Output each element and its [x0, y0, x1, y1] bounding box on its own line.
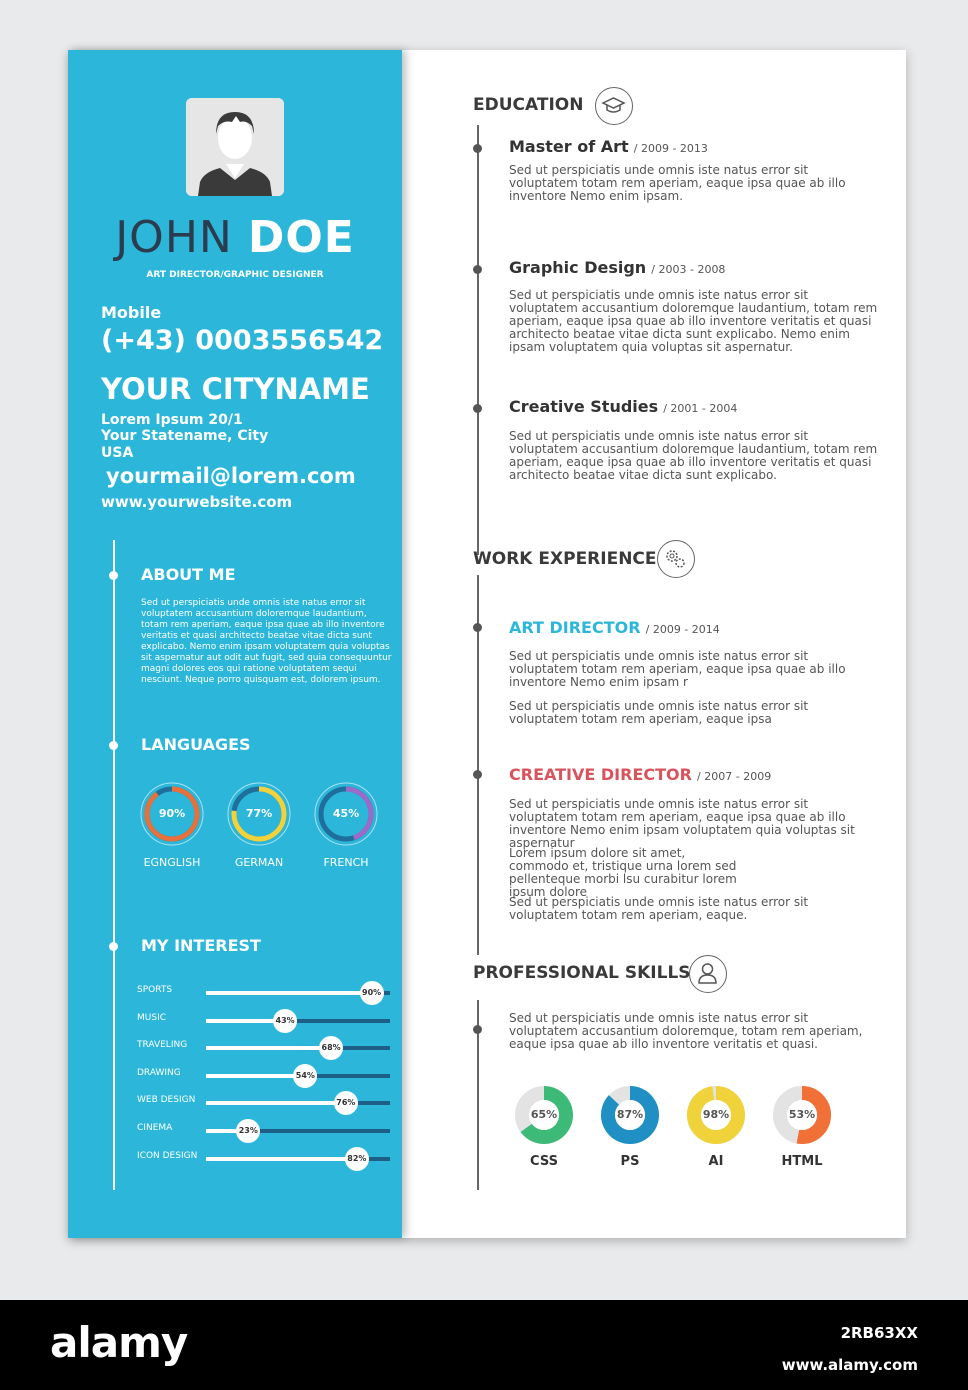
city-name: YOUR CITYNAME: [101, 372, 370, 406]
sidebar-timeline: [113, 540, 115, 1190]
language-percent: 45%: [332, 807, 360, 820]
education-timeline: [477, 125, 479, 555]
interest-name: DRAWING: [137, 1067, 181, 1078]
education-item-dates: / 2001 - 2004: [663, 402, 738, 415]
timeline-dot: [473, 770, 482, 779]
work-item-text: Lorem ipsum dolore sit amet, commodo et, tristique urna lorem sed pellenteque morbi lsu curabitur lorem ipsum dolore: [509, 846, 737, 899]
skill-name: HTML: [781, 1154, 823, 1169]
interest-bar: [206, 1015, 390, 1025]
footer-bar: [0, 1300, 968, 1390]
work-item-text: Sed ut perspiciatis unde omnis iste natus error sit voluptatem totam rem aperiam, eaque.: [509, 895, 809, 922]
skill-percent: 53%: [788, 1108, 816, 1121]
work-item-text: Sed ut perspiciatis unde omnis iste natus error sit voluptatem totam rem aperiam, eaque ipsa: [509, 699, 809, 726]
education-item-title: Master of Art: [509, 137, 629, 156]
education-item-1-heading: [509, 137, 708, 156]
skill-donut: [600, 1085, 660, 1145]
interest-bar-fill: [206, 1101, 346, 1105]
language-name: EGNGLISH: [143, 856, 201, 869]
work-item-2-heading: [509, 765, 771, 784]
interest-bar: [206, 1098, 390, 1108]
interest-bar-fill: [206, 1046, 331, 1050]
skill-donut: [514, 1085, 574, 1145]
footer-url[interactable]: www.alamy.com: [781, 1356, 918, 1374]
language-ring: [314, 782, 378, 846]
interest-bar: [206, 988, 390, 997]
interest-bar-fill: [206, 991, 372, 995]
work-item-dates: / 2007 - 2009: [697, 770, 772, 783]
interest-name: CINEMA: [137, 1123, 173, 1133]
work-item-dates: / 2009 - 2014: [645, 623, 720, 636]
full-name: [68, 210, 402, 266]
avatar: [186, 98, 284, 196]
education-heading: EDUCATION: [473, 95, 584, 115]
interests-heading: MY INTEREST: [141, 936, 261, 955]
interest-bar-fill: [206, 1157, 357, 1161]
resume-page: [68, 50, 906, 1238]
address-line-1: Lorem Ipsum 20/1: [101, 412, 243, 428]
phone-number: (+43) 0003556542: [101, 325, 384, 356]
education-item-text: Sed ut perspiciatis unde omnis iste natus error sit voluptatem accusantium doloremque laudantium, totam rem aperiam, eaque ipsa quae ab illo inventore veritatis et quasi architecto beatae vitae dicta sunt explicabo. Nemo enim ipsam voluptatem quia voluptas sit aspernatur.: [509, 288, 878, 354]
skill-percent: 87%: [616, 1108, 644, 1121]
interest-percent: 82%: [345, 1147, 369, 1171]
language-name: FRENCH: [323, 856, 369, 869]
graduation-cap-icon: [595, 87, 633, 125]
skill-name: PS: [620, 1154, 640, 1169]
interest-percent: 23%: [236, 1119, 260, 1143]
country: USA: [101, 445, 134, 461]
interest-percent: 43%: [273, 1009, 297, 1033]
job-title: ART DIRECTOR/GRAPHIC DESIGNER: [146, 270, 324, 280]
person-icon: [689, 955, 727, 993]
interest-bar: [206, 1153, 390, 1163]
alamy-logo: alamy: [50, 1318, 188, 1367]
education-item-dates: / 2003 - 2008: [651, 263, 726, 276]
skill-donut: [686, 1085, 746, 1145]
timeline-dot: [109, 571, 118, 580]
language-percent: 90%: [158, 807, 186, 820]
education-item-3-heading: [509, 397, 737, 416]
interest-bar: [206, 1126, 390, 1135]
work-item-title: ART DIRECTOR: [509, 618, 641, 637]
timeline-dot: [109, 942, 118, 951]
interest-percent: 68%: [319, 1036, 343, 1060]
work-item-1-heading: [509, 618, 720, 637]
sidebar: [68, 50, 402, 1238]
language-ring: [227, 782, 291, 846]
interest-name: TRAVELING: [137, 1040, 188, 1051]
skill-name: AI: [708, 1154, 724, 1169]
website-link[interactable]: www.yourwebsite.com: [101, 493, 293, 511]
interest-name: ICON DESIGN: [137, 1150, 198, 1161]
language-name: GERMAN: [234, 856, 284, 869]
person-avatar-icon: [186, 98, 284, 196]
education-item-title: Graphic Design: [509, 258, 647, 277]
timeline-dot: [473, 1025, 482, 1034]
about-heading: ABOUT ME: [141, 565, 236, 584]
language-ring: [140, 782, 204, 846]
skill-donut: [772, 1085, 832, 1145]
skill-percent: 65%: [530, 1108, 558, 1121]
skill-percent: 98%: [702, 1108, 730, 1121]
skills-text: Sed ut perspiciatis unde omnis iste natus error sit voluptatem accusantium doloremque, totam rem aperiam, eaque ipsa quae ab illo inventore veritatis et quasi.: [509, 1011, 863, 1051]
about-text: Sed ut perspiciatis unde omnis iste natus error sit voluptatem accusantium doloremque laudantium, totam rem aperiam, eaque ipsa quae ab illo inventore veritatis et quasi architecto beatae vitae dicta sunt explicabo. Nemo enim ipsam voluptatem quia voluptas sit aspernatur aut odit aut fugit, sed quia consequuntur magni dolores eos qui ratione voluptatem sequi nesciunt. Neque porro quisquam est, dolorem ipsum.: [141, 598, 392, 685]
interest-name: MUSIC: [137, 1012, 167, 1023]
timeline-dot: [473, 265, 482, 274]
interest-bar: [206, 1070, 390, 1080]
work-timeline: [477, 575, 479, 955]
interest-percent: 76%: [334, 1091, 358, 1115]
mobile-label: Mobile: [101, 303, 162, 322]
interest-name: SPORTS: [137, 985, 173, 995]
skills-heading: PROFESSIONAL SKILLS: [473, 963, 691, 983]
languages-heading: LANGUAGES: [141, 735, 251, 754]
work-heading: WORK EXPERIENCE: [473, 549, 657, 569]
interest-name: WEB DESIGN: [137, 1095, 196, 1106]
education-item-title: Creative Studies: [509, 397, 659, 416]
timeline-dot: [473, 404, 482, 413]
education-item-text: Sed ut perspiciatis unde omnis iste natus error sit voluptatem accusantium doloremque laudantium, totam rem aperiam, eaque ipsa quae ab illo inventore veritatis et quasi architecto beatae vitae dicta sunt explicabo.: [509, 429, 878, 482]
interest-bar-fill: [206, 1074, 305, 1078]
skill-name: CSS: [530, 1154, 558, 1169]
work-item-title: CREATIVE DIRECTOR: [509, 765, 692, 784]
last-name: DOE: [247, 212, 355, 263]
timeline-dot: [473, 144, 482, 153]
timeline-dot: [473, 623, 482, 632]
interest-percent: 90%: [360, 981, 384, 1005]
first-name: JOHN: [115, 212, 233, 263]
work-item-text: Sed ut perspiciatis unde omnis iste natus error sit voluptatem totam rem aperiam, eaque ipsa quae ab illo inventore Nemo enim ipsam r: [509, 649, 846, 689]
address-line-2: Your Statename, City: [101, 428, 269, 444]
education-item-text: Sed ut perspiciatis unde omnis iste natus error sit voluptatem totam rem aperiam, eaque ipsa quae ab illo inventore Nemo enim ipsam.: [509, 163, 846, 203]
timeline-dot: [109, 741, 118, 750]
work-item-text: Sed ut perspiciatis unde omnis iste natus error sit voluptatem totam rem aperiam, eaque ipsa quae ab illo inventore Nemo enim ipsam voluptatem quia voluptas sit aspernatur: [509, 797, 855, 850]
language-percent: 77%: [245, 807, 273, 820]
interest-percent: 54%: [293, 1064, 317, 1088]
interest-bar: [206, 1043, 390, 1053]
gears-icon: [657, 540, 695, 578]
image-id: 2RB63XX: [840, 1324, 918, 1342]
email-link[interactable]: yourmail@lorem.com: [106, 464, 356, 488]
education-item-dates: / 2009 - 2013: [633, 142, 708, 155]
education-item-2-heading: [509, 258, 725, 277]
